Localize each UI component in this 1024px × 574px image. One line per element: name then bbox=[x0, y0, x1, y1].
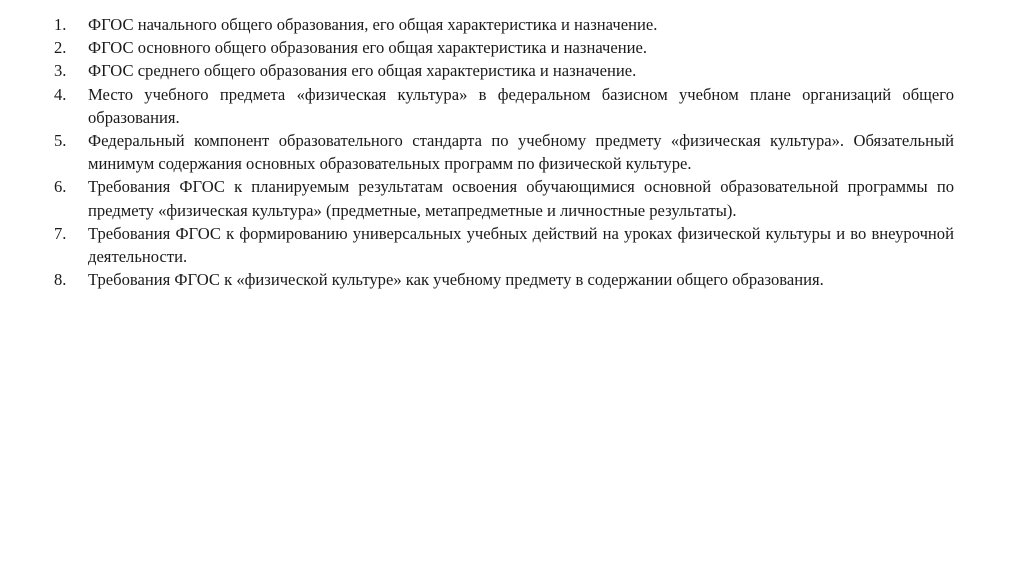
list-item-number: 7. bbox=[54, 223, 67, 243]
list-item-text: Федеральный компонент образовательного стандарта по учебному предмету «физическая культура». Обязательный минимум содержания основных образовательных программ по физической культуре. bbox=[88, 131, 954, 174]
list-item-number: 1. bbox=[54, 15, 67, 34]
list-item-text: Требования ФГОС к «физической культуре» как учебному предмету в содержании общего образования. bbox=[88, 270, 824, 290]
list-item-number: 6. bbox=[54, 177, 67, 197]
list-item bbox=[54, 83, 954, 129]
list-item bbox=[54, 129, 954, 175]
list-item bbox=[54, 222, 954, 268]
list-item bbox=[54, 268, 954, 291]
topics-list bbox=[54, 13, 954, 291]
list-item-text: Требования ФГОС к планируемым результатам освоения обучающимися основной образовательной программы по предмету «физическая культура» (предметные, метапредметные и личностные результаты). bbox=[88, 177, 954, 220]
list-item bbox=[54, 13, 954, 36]
list-item bbox=[54, 36, 954, 59]
list-item bbox=[54, 59, 954, 82]
list-item-number: 4. bbox=[54, 84, 67, 104]
list-item-text: ФГОС начального общего образования, его общая характеристика и назначение. bbox=[88, 15, 658, 34]
list-item-number: 3. bbox=[54, 61, 67, 81]
list-item-text: ФГОС основного общего образования его общая характеристика и назначение. bbox=[88, 38, 648, 58]
list-item-number: 8. bbox=[54, 270, 67, 290]
list-item-number: 2. bbox=[54, 38, 67, 58]
list-item-text: ФГОС среднего общего образования его общая характеристика и назначение. bbox=[88, 61, 637, 81]
list-item-text: Требования ФГОС к формированию универсальных учебных действий на уроках физической культуры и во внеурочной деятельности. bbox=[88, 223, 954, 267]
list-item bbox=[54, 175, 954, 221]
list-item-text: Место учебного предмета «физическая культура» в федеральном базисном учебном плане организаций общего образования. bbox=[88, 84, 954, 127]
list-item-number: 5. bbox=[54, 131, 67, 151]
